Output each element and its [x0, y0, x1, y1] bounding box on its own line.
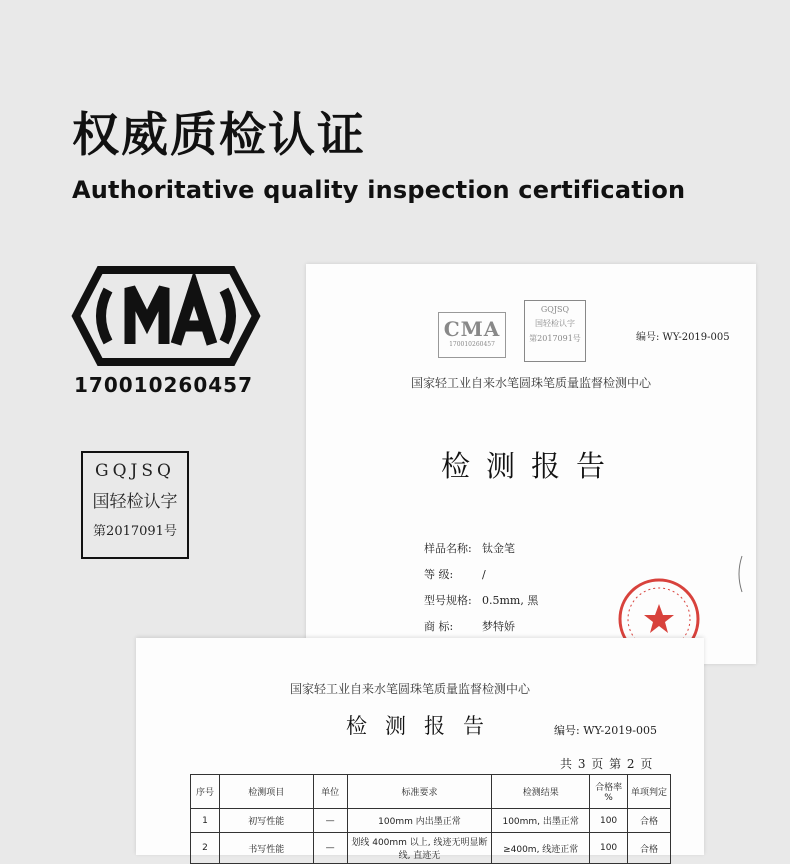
field-label: 商 标:: [424, 620, 454, 633]
field-grade: [424, 566, 486, 582]
table-cell: 划线 400mm 以上, 线迹无明显断线, 直迹无: [347, 833, 492, 864]
mini-stamp-line3: 第2017091号: [529, 334, 581, 343]
table-header: 单位: [313, 775, 347, 809]
mini-stamp-line2: 国轻检认字: [535, 319, 575, 328]
field-trademark: [424, 618, 515, 634]
cma-number: 170010260457: [74, 373, 253, 397]
report-cover-page: [306, 264, 756, 664]
field-model-spec: [424, 592, 538, 608]
table-header: 检测结果: [492, 775, 590, 809]
field-label: 等 级:: [424, 568, 454, 581]
mini-stamp-line1: GQJSQ: [540, 305, 570, 314]
table-header: 检测项目: [219, 775, 313, 809]
mini-cma-number: 170010260457: [449, 341, 495, 348]
page-title-en: Authoritative quality inspection certification: [72, 176, 686, 204]
page-count: 共 3 页 第 2 页: [560, 757, 654, 771]
report-code: 编号: WY-2019-005: [554, 724, 657, 737]
table-cell: 100mm 内出墨正常: [347, 809, 492, 833]
table-cell: —: [313, 809, 347, 833]
table-row: [191, 809, 671, 833]
page-title-cn: 权威质检认证: [72, 108, 366, 163]
cma-logo-icon: [72, 266, 260, 366]
gqjsq-certificate-stamp: [81, 451, 189, 559]
table-cell: 100mm, 出墨正常: [492, 809, 590, 833]
table-cell: 合格: [628, 833, 671, 864]
table-cell: —: [313, 833, 347, 864]
table-cell: 2: [191, 833, 220, 864]
field-value: /: [482, 568, 486, 581]
gqjsq-line2: 国轻检认字: [92, 492, 178, 512]
results-table: [190, 774, 671, 864]
mini-cma-logo: [438, 312, 506, 358]
table-header: 标准要求: [347, 775, 492, 809]
table-header: 序号: [191, 775, 220, 809]
table-cell: 初写性能: [219, 809, 313, 833]
gqjsq-line1: GQJSQ: [95, 461, 175, 481]
mini-gqjsq-stamp: [524, 300, 586, 362]
table-cell: 100: [590, 833, 628, 864]
report-title: 检测报告: [440, 449, 621, 483]
table-cell: 书写性能: [219, 833, 313, 864]
table-header: 单项判定: [628, 775, 671, 809]
field-value: 钛金笔: [482, 542, 515, 555]
page-edge-mark-icon: [736, 554, 744, 594]
field-sample-name: [424, 540, 515, 556]
table-row: [191, 833, 671, 864]
report-detail-page: [136, 638, 704, 861]
field-value: 0.5mm, 黑: [482, 594, 539, 607]
table-cell: 1: [191, 809, 220, 833]
field-value: 梦特娇: [482, 620, 515, 633]
report-title: 检测报告: [346, 714, 502, 738]
table-cell: 100: [590, 809, 628, 833]
testing-center-name: 国家轻工业自来水笔圆珠笔质量监督检测中心: [290, 682, 531, 696]
table-header-row: [191, 775, 671, 809]
table-cell: 合格: [628, 809, 671, 833]
field-label: 型号规格:: [424, 594, 472, 607]
field-label: 样品名称:: [424, 542, 472, 555]
table-header: 合格率 %: [590, 775, 628, 809]
table-cell: ≥400m, 线迹正常: [492, 833, 590, 864]
gqjsq-line3: 第2017091号: [93, 524, 177, 539]
mini-cma-letters: CMA: [443, 317, 501, 341]
report-code: 编号: WY-2019-005: [636, 332, 730, 343]
testing-center-name: 国家轻工业自来水笔圆珠笔质量监督检测中心: [410, 376, 651, 390]
